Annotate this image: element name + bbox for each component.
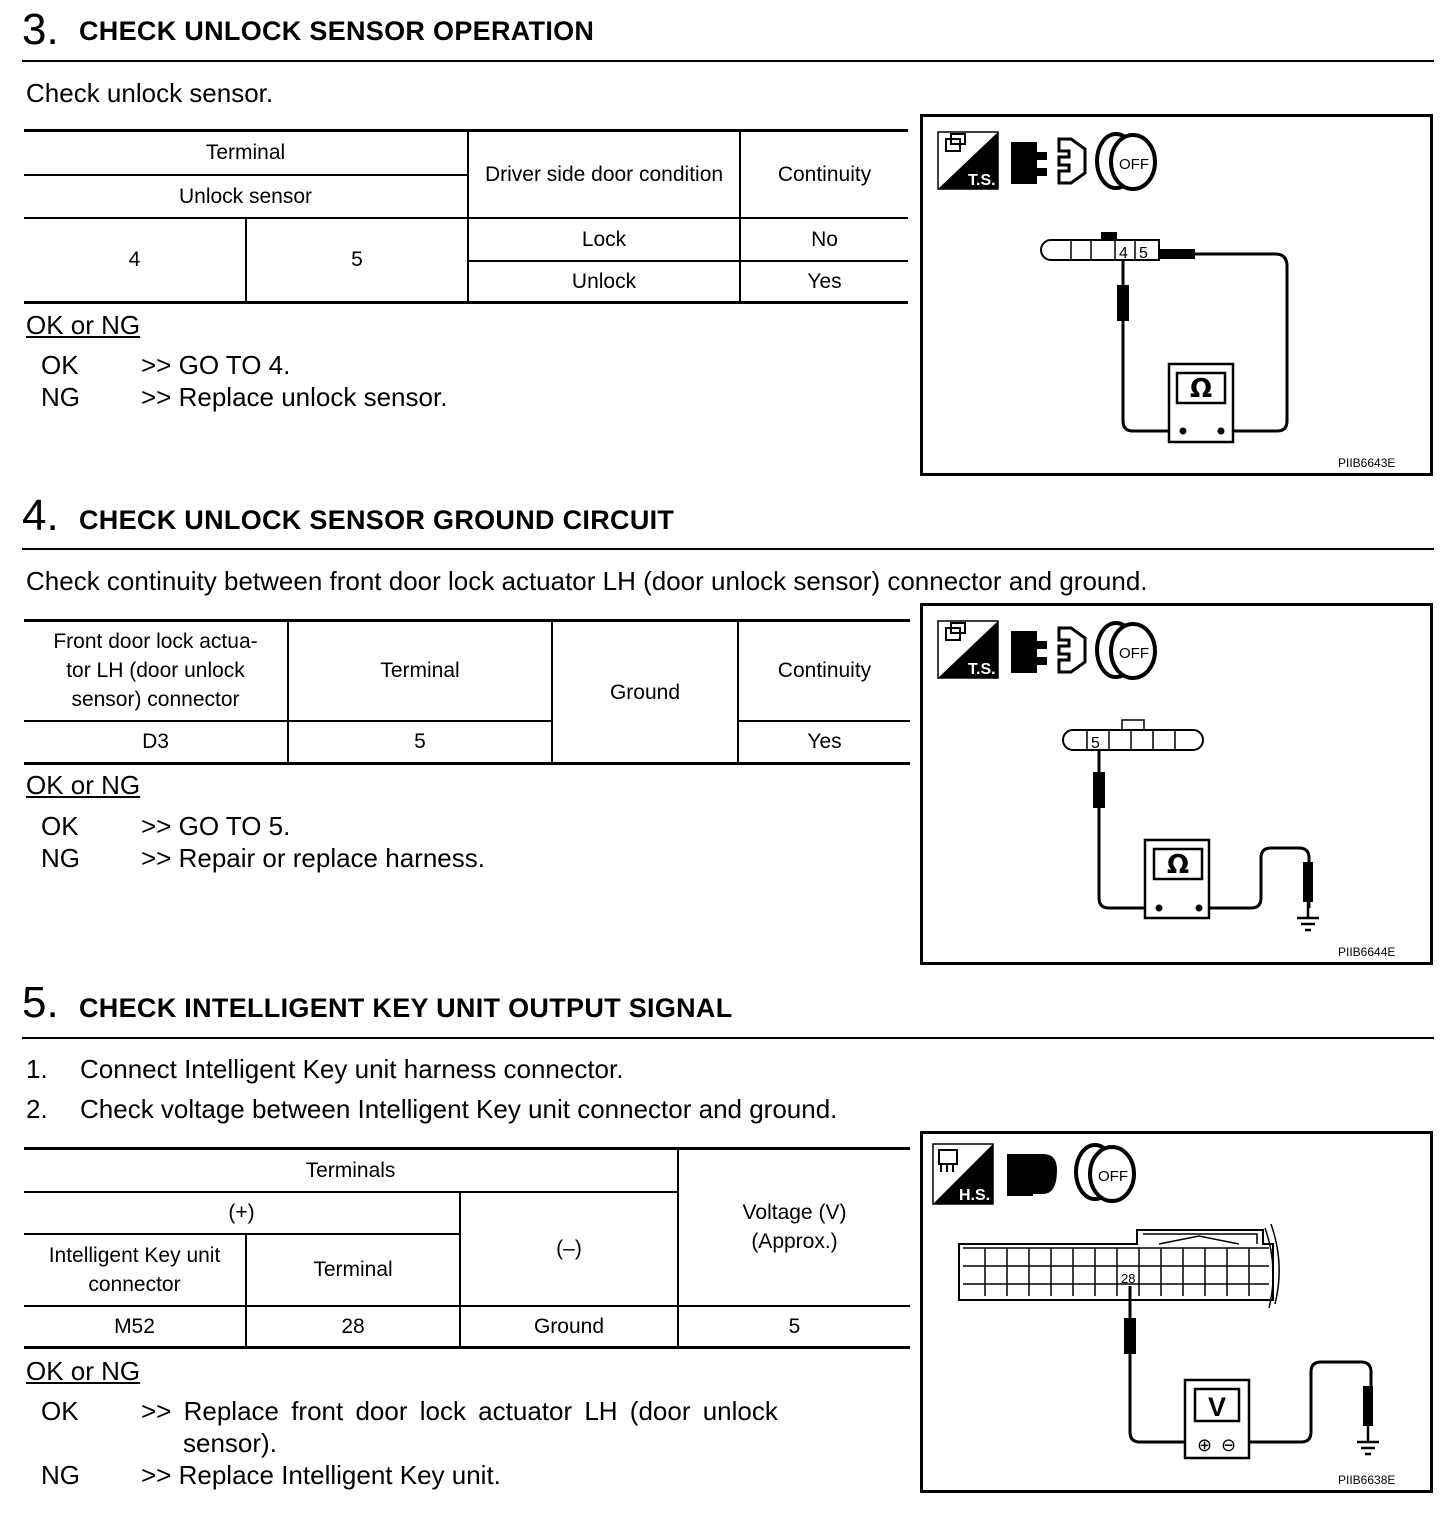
instruction-text: Connect Intelligent Key unit harness connector. [80,1054,624,1084]
figure-id: PIIB6643E [1338,456,1396,470]
connector-face [1041,232,1159,262]
output-signal-diagram [920,1131,1433,1493]
terminal-header: Terminal [288,621,552,721]
test-symbol-icon [938,621,998,678]
condition-cell: Lock [468,218,740,261]
ok-action [141,1395,841,1459]
probe-tip [1363,1386,1373,1426]
section-divider [22,548,1434,550]
icon-caption: T.S. [968,661,996,678]
instruction-number: 1. [26,1054,48,1084]
icon-caption: H.S. [959,1187,991,1204]
probe-tip [1303,862,1313,902]
probe-tip [1117,285,1129,321]
connector-face [1063,720,1203,752]
pin-label: 4 [1119,245,1128,262]
continuity-cell: No [740,218,908,261]
test-symbol-icon [938,132,998,189]
step-number: 4. [22,491,59,540]
plus-terminal: ⊕ [1197,1435,1213,1456]
terminal-cell: 4 [24,218,246,303]
continuity-cell: Yes [738,721,910,764]
terminal-cell: 5 [288,721,552,764]
ground-icon [1297,902,1319,930]
section-divider [22,1037,1434,1039]
probe-tip [1124,1318,1136,1354]
ok-result-row [41,349,841,381]
step-number: 5. [22,978,59,1027]
ground-circuit-table [24,619,910,765]
connector-cell: M52 [24,1306,246,1348]
key-position-label: OFF [1098,1168,1128,1185]
instruction-number: 2. [26,1094,48,1124]
header-line: Front door lock actua- [53,630,258,654]
meter-symbol: Ω [1189,374,1213,404]
connector-cell: D3 [24,721,288,764]
ng-action: >> Repair or replace harness. [141,843,485,873]
step-title: CHECK UNLOCK SENSOR GROUND CIRCUIT [79,505,675,535]
door-condition-header: Driver side door condition [468,131,740,218]
terminal-cell: 5 [246,218,468,303]
pin-label: 5 [1139,245,1148,262]
harness-side-icon [933,1144,993,1204]
diagram-graphic [923,1134,1430,1490]
header-line: sensor) connector [71,688,240,712]
step-number: 3. [22,5,59,54]
header-line: Intelligent Key unit [48,1243,221,1267]
voltage-header [678,1149,910,1306]
key-position-label: OFF [1119,156,1149,173]
instruction-item [26,1054,624,1084]
header-line: connector [88,1272,181,1296]
probe-tip [1093,772,1105,808]
voltage-cell: 5 [678,1306,910,1348]
probe-tip [1159,249,1195,259]
instruction-item [26,1094,838,1124]
ok-action: >> GO TO 5. [141,811,291,841]
ok-label: OK [41,350,79,380]
icon-caption: T.S. [968,172,996,189]
terminal-cell: 28 [246,1306,460,1348]
ng-label: NG [41,1460,80,1490]
terminal-header: Terminal [246,1234,460,1306]
diagram-graphic [923,606,1430,962]
header-line: Voltage (V) [742,1201,847,1225]
unlock-sensor-table [24,129,908,304]
header-line: (Approx.) [751,1230,838,1254]
terminals-header: Terminals [24,1149,678,1192]
key-position-label: OFF [1119,645,1149,662]
condition-cell: Unlock [468,261,740,303]
terminal-header: Terminal [24,131,468,175]
ignition-off-icon [1097,134,1155,189]
ok-action-line: >> Replace front door lock actuator LH (door unlock [141,1396,778,1426]
probe-leads [1130,1286,1371,1442]
ok-label: OK [41,811,79,841]
continuity-header: Continuity [740,131,908,218]
ng-label: NG [41,382,80,412]
ignition-off-icon [1097,623,1155,678]
unit-connector-face [959,1224,1279,1308]
ng-result-row [41,381,841,413]
ok-label: OK [41,1396,79,1426]
ok-or-ng-heading: OK or NG [26,770,141,800]
minus-cell: Ground [460,1306,678,1348]
meter-symbol: V [1207,1392,1227,1422]
ignition-off-icon [1076,1145,1134,1201]
meter-symbol: Ω [1166,850,1190,880]
pin-label: 5 [1091,735,1100,752]
connector-icon [1007,1154,1057,1196]
ground-circuit-diagram [920,603,1433,965]
pin-label: 28 [1121,1271,1136,1286]
minus-header: (–) [460,1192,678,1306]
ok-or-ng-heading: OK or NG [26,1356,141,1386]
ohmmeter-icon [1169,364,1233,442]
plus-header: (+) [24,1192,460,1234]
ng-action: >> Replace unlock sensor. [141,382,448,412]
disconnected-connector-icon [1011,139,1085,184]
ng-result-row [41,842,841,874]
step-instruction: Check continuity between front door lock actuator LH (door unlock sensor) connector and ground. [26,566,1148,596]
ng-label: NG [41,843,80,873]
ohmmeter-icon [1145,840,1209,918]
instruction-text: Check voltage between Intelligent Key unit connector and ground. [80,1094,838,1124]
minus-terminal: ⊖ [1221,1435,1237,1456]
section-divider [22,60,1434,62]
ng-action: >> Replace Intelligent Key unit. [141,1460,501,1490]
figure-id: PIIB6638E [1338,1473,1396,1487]
connector-header [24,621,288,721]
step-instruction: Check unlock sensor. [26,78,274,108]
ok-action: >> GO TO 4. [141,350,291,380]
ok-result-row [41,1395,861,1459]
header-line: tor LH (door unlock [66,659,245,683]
step-title: CHECK UNLOCK SENSOR OPERATION [79,16,595,46]
ok-action-line: sensor). [183,1428,277,1458]
ok-result-row [41,810,841,842]
connector-header [24,1234,246,1306]
continuity-header: Continuity [738,621,910,721]
unlock-sensor-diagram [920,114,1433,476]
ok-or-ng-heading: OK or NG [26,310,141,340]
ground-header: Ground [552,621,738,764]
figure-id: PIIB6644E [1338,945,1396,959]
voltmeter-icon [1185,1380,1249,1458]
ground-icon [1357,1426,1379,1454]
output-signal-table [24,1147,910,1349]
ng-result-row [41,1459,841,1491]
diagram-graphic [923,117,1430,473]
disconnected-connector-icon [1011,628,1085,673]
unlock-sensor-header: Unlock sensor [24,175,468,218]
step-title: CHECK INTELLIGENT KEY UNIT OUTPUT SIGNAL [79,993,733,1023]
continuity-cell: Yes [740,261,908,303]
